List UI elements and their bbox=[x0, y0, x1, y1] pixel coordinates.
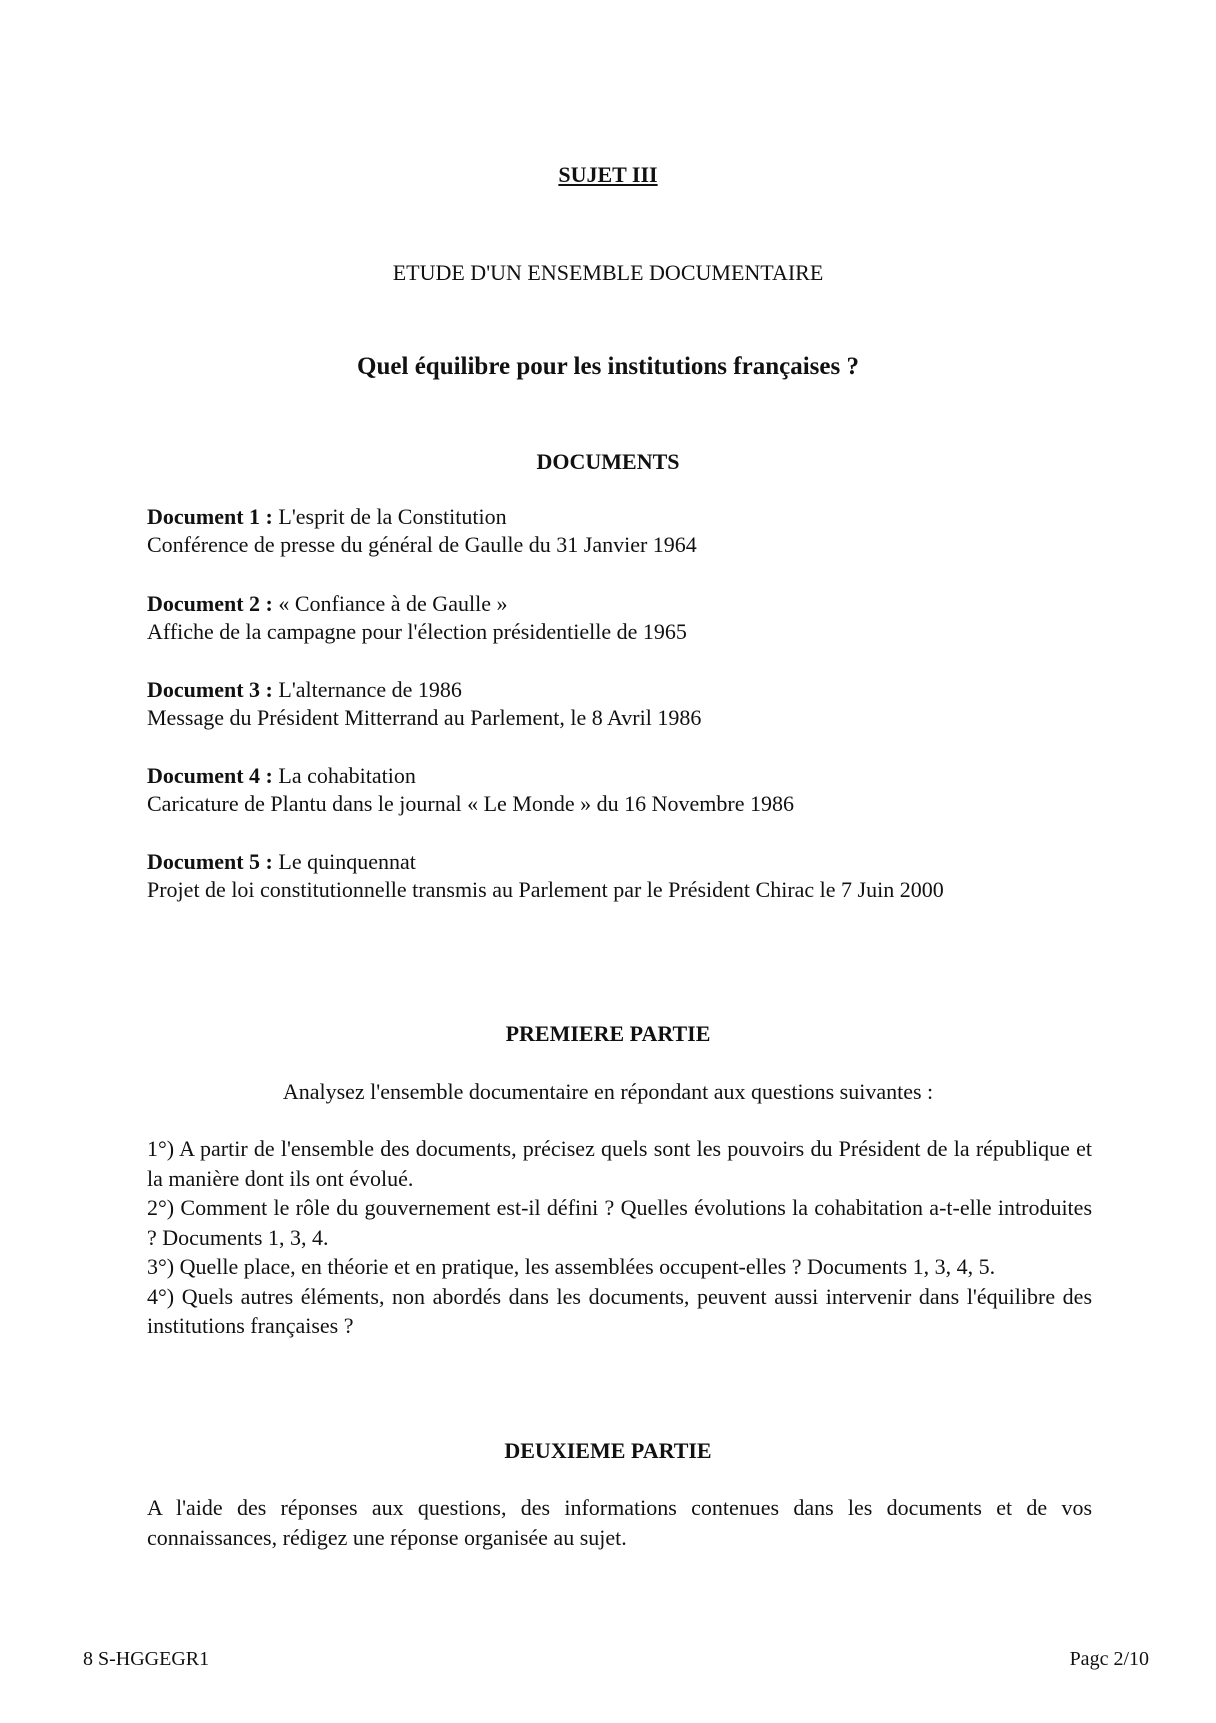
document-source: Conférence de presse du général de Gaulle du 31 Janvier 1964 bbox=[147, 532, 697, 557]
document-source: Message du Président Mitterrand au Parlement, le 8 Avril 1986 bbox=[147, 705, 702, 730]
document-label: Document 3 : bbox=[147, 677, 273, 702]
document-title: La cohabitation bbox=[278, 763, 416, 788]
part1-intro: Analysez l'ensemble documentaire en répondant aux questions suivantes : bbox=[282, 1079, 934, 1104]
question: 2°) Comment le rôle du gouvernement est-il défini ? Quelles évolutions la cohabitation a-t-elle introduites ? Documents 1, 3, 4. bbox=[147, 1195, 1092, 1250]
part2-text: A l'aide des réponses aux questions, des informations contenues dans les documents et de vos connaissances, rédigez une réponse organisée au sujet. bbox=[147, 1495, 1092, 1550]
document-title: L'alternance de 1986 bbox=[278, 677, 462, 702]
document-label: Document 2 : bbox=[147, 591, 273, 616]
questions-list bbox=[147, 1134, 1092, 1341]
question: 1°) A partir de l'ensemble des documents, précisez quels sont les pouvoirs du Président de la république et la manière dont ils ont évolué. bbox=[147, 1136, 1092, 1191]
document-source: Caricature de Plantu dans le journal « Le Monde » du 16 Novembre 1986 bbox=[147, 791, 795, 816]
question: 3°) Quelle place, en théorie et en pratique, les assemblées occupent-elles ? Documents 1, 3, 4, 5. bbox=[147, 1254, 996, 1279]
document-title: L'esprit de la Constitution bbox=[278, 504, 507, 529]
document-title: « Confiance à de Gaulle » bbox=[278, 591, 508, 616]
document-label: Document 1 : bbox=[147, 504, 273, 529]
document-entry bbox=[147, 848, 1107, 904]
document-label: Document 4 : bbox=[147, 763, 273, 788]
part1-heading: PREMIERE PARTIE bbox=[505, 1021, 711, 1046]
part2-heading: DEUXIEME PARTIE bbox=[504, 1438, 712, 1463]
document-entry bbox=[147, 676, 1107, 732]
document-source: Affiche de la campagne pour l'élection présidentielle de 1965 bbox=[147, 619, 687, 644]
footer-code: 8 S-HGGEGR1 bbox=[83, 1648, 210, 1670]
documents-heading: DOCUMENTS bbox=[536, 449, 680, 474]
document-entry bbox=[147, 503, 1107, 559]
document-source: Projet de loi constitutionnelle transmis au Parlement par le Président Chirac le 7 Juin 2000 bbox=[147, 877, 944, 902]
document-label: Document 5 : bbox=[147, 849, 273, 874]
exercise-type: ETUDE D'UN ENSEMBLE DOCUMENTAIRE bbox=[392, 260, 824, 285]
document-title: Le quinquennat bbox=[278, 849, 416, 874]
footer-page-number: Pagc 2/10 bbox=[1069, 1648, 1149, 1670]
question: 4°) Quels autres éléments, non abordés dans les documents, peuvent aussi intervenir dans l'équilibre des institutions françaises ? bbox=[147, 1283, 1092, 1338]
page-title: Quel équilibre pour les institutions françaises ? bbox=[357, 353, 859, 380]
document-entry bbox=[147, 762, 1107, 818]
document-entry bbox=[147, 590, 1107, 646]
subject-heading: SUJET III bbox=[558, 162, 658, 187]
